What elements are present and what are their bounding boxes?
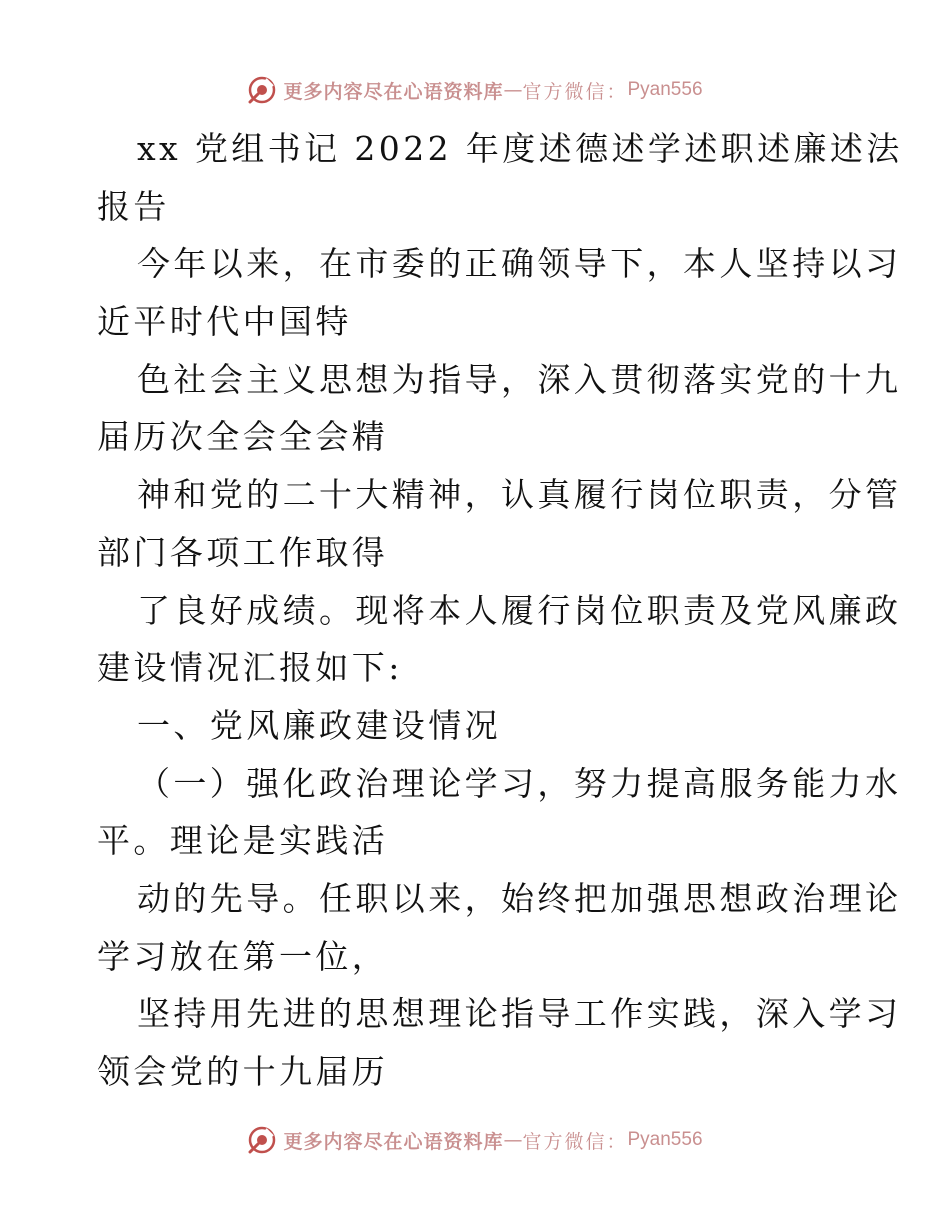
document-line: 坚持用先进的思想理论指导工作实践，深入学习	[137, 994, 902, 1034]
watermark-wechat-id: Pyan556	[627, 79, 703, 100]
watermark-wechat-label: 官方微信：	[522, 1130, 628, 1153]
document-line: 一、党风廉政建设情况	[137, 705, 501, 745]
document-line: 领会党的十九届历	[97, 1052, 389, 1091]
watermark-banner-top	[0, 70, 950, 110]
document-line: 届历次全会全会精	[97, 417, 389, 457]
document-line: 部门各项工作取得	[97, 532, 389, 572]
document-line: 色社会主义思想为指导，深入贯彻落实党的十九	[137, 359, 902, 399]
watermark-wechat-id: Pyan556	[627, 1129, 703, 1150]
watermark-separator: —	[503, 79, 523, 101]
watermark-wechat-label: 官方微信：	[522, 80, 628, 103]
watermark-main-text: 更多内容尽在心语资料库	[283, 1130, 504, 1153]
document-line: 今年以来，在市委的正确领导下，本人坚持以习	[137, 244, 902, 284]
document-body	[97, 120, 903, 1101]
document-line: （一）强化政治理论学习，努力提高服务能力水	[137, 763, 902, 803]
document-line: 平。理论是实践活	[97, 821, 389, 861]
document-line: 动的先导。任职以来，始终把加强思想政治理论	[137, 878, 902, 918]
pen-logo-icon	[247, 1125, 277, 1155]
document-line: 报告	[97, 186, 170, 226]
pen-logo-icon	[247, 75, 277, 105]
document-line: 近平时代中国特	[97, 302, 352, 342]
document-line: 学习放在第一位，	[97, 936, 389, 976]
watermark-main-text: 更多内容尽在心语资料库	[283, 80, 504, 103]
document-line: 建设情况汇报如下:	[97, 648, 403, 688]
document-line: 了良好成绩。现将本人履行岗位职责及党风廉政	[137, 590, 902, 630]
watermark-banner-bottom	[0, 1120, 950, 1160]
document-line: 神和党的二十大精神，认真履行岗位职责，分管	[137, 475, 902, 515]
watermark-separator: —	[503, 1129, 523, 1151]
document-line: xx 党组书记 2022 年度述德述学述职述廉述法	[137, 129, 903, 168]
